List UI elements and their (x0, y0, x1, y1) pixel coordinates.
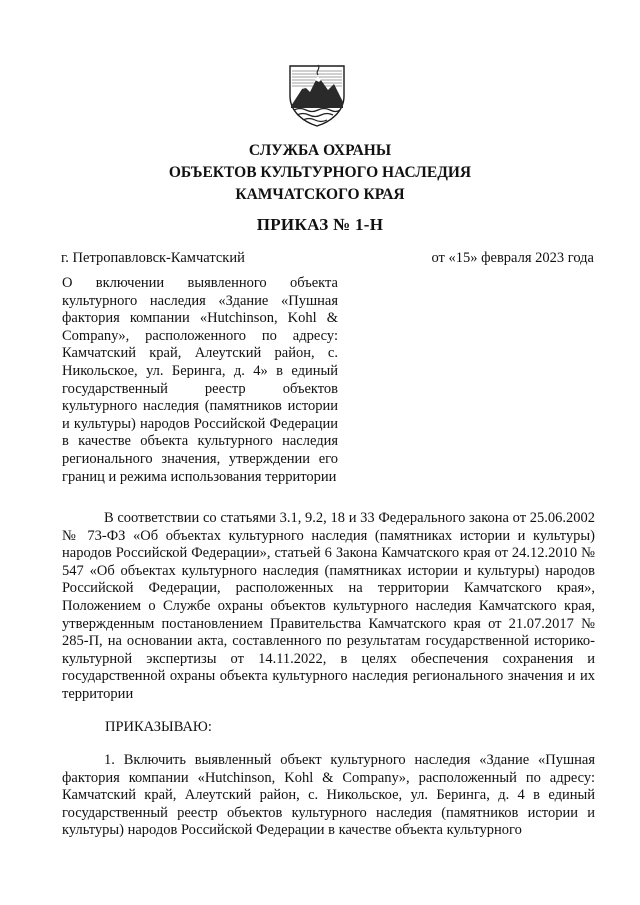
organization-line-2: ОБЪЕКТОВ КУЛЬТУРНОГО НАСЛЕДИЯ (168, 164, 472, 181)
organization-name (0, 140, 640, 206)
order-title: ПРИКАЗ № 1-Н (256, 215, 384, 234)
order-word: ПРИКАЗЫВАЮ: (105, 719, 212, 735)
preamble-paragraph: В соответствии со статьями 3.1, 9.2, 18 и 33 Федерального закона от 25.06.2002 № 73-ФЗ «Об объектах культурного наследия (памятниках истории и культуры) народов Российской Федерации», статьей 6 Закона Камчатского края от 24.12.2010 № 547 «Об объектах культурного наследия (памятниках истории и культуры) народов Российской Федерации, расположенных на территории Камчатского края», Положением о Службе охраны объектов культурного наследия Камчатского края, утвержденным постановлением Правительства Камчатского края от 21.07.2017 № 285-П, на основании акта, составленного по результатам государственной историко-культурной экспертизы от 14.11.2022, в целях обеспечения сохранения и государственной охраны объекта культурного наследия регионального значения и их территории (62, 510, 595, 702)
document-place: г. Петропавловск-Камчатский (61, 250, 245, 266)
document-date: от «15» февраля 2023 года (431, 250, 594, 266)
organization-line-1: СЛУЖБА ОХРАНЫ (248, 142, 392, 159)
order-item-1: 1. Включить выявленный объект культурного наследия «Здание «Пушная фактория компании «Hutchinson, Kohl & Company», расположенный по адресу: Камчатский край, Алеутский район, с. Никольское, ул. Беринга, д. 4 в единый государственный реестр объектов культурного наследия (памятников истории и культуры) народов Российской Федерации в качестве объекта культурного (62, 752, 595, 839)
order-subject: О включении выявленного объекта культурного наследия «Здание «Пушная фактория компании «Hutchinson, Kohl & Company», расположенного по адресу: Камчатский край, Алеутский район, с. Никольское, ул. Беринга, д. 4» в единый государственный реестр объектов культурного наследия (памятников истории и культуры) народов Российской Федерации в качестве объекта культурного наследия регионального значения, утверждении его границ и режима использования территории (62, 275, 338, 485)
organization-line-3: КАМЧАТСКОГО КРАЯ (235, 186, 405, 203)
kamchatka-coat-of-arms-icon (284, 62, 350, 128)
